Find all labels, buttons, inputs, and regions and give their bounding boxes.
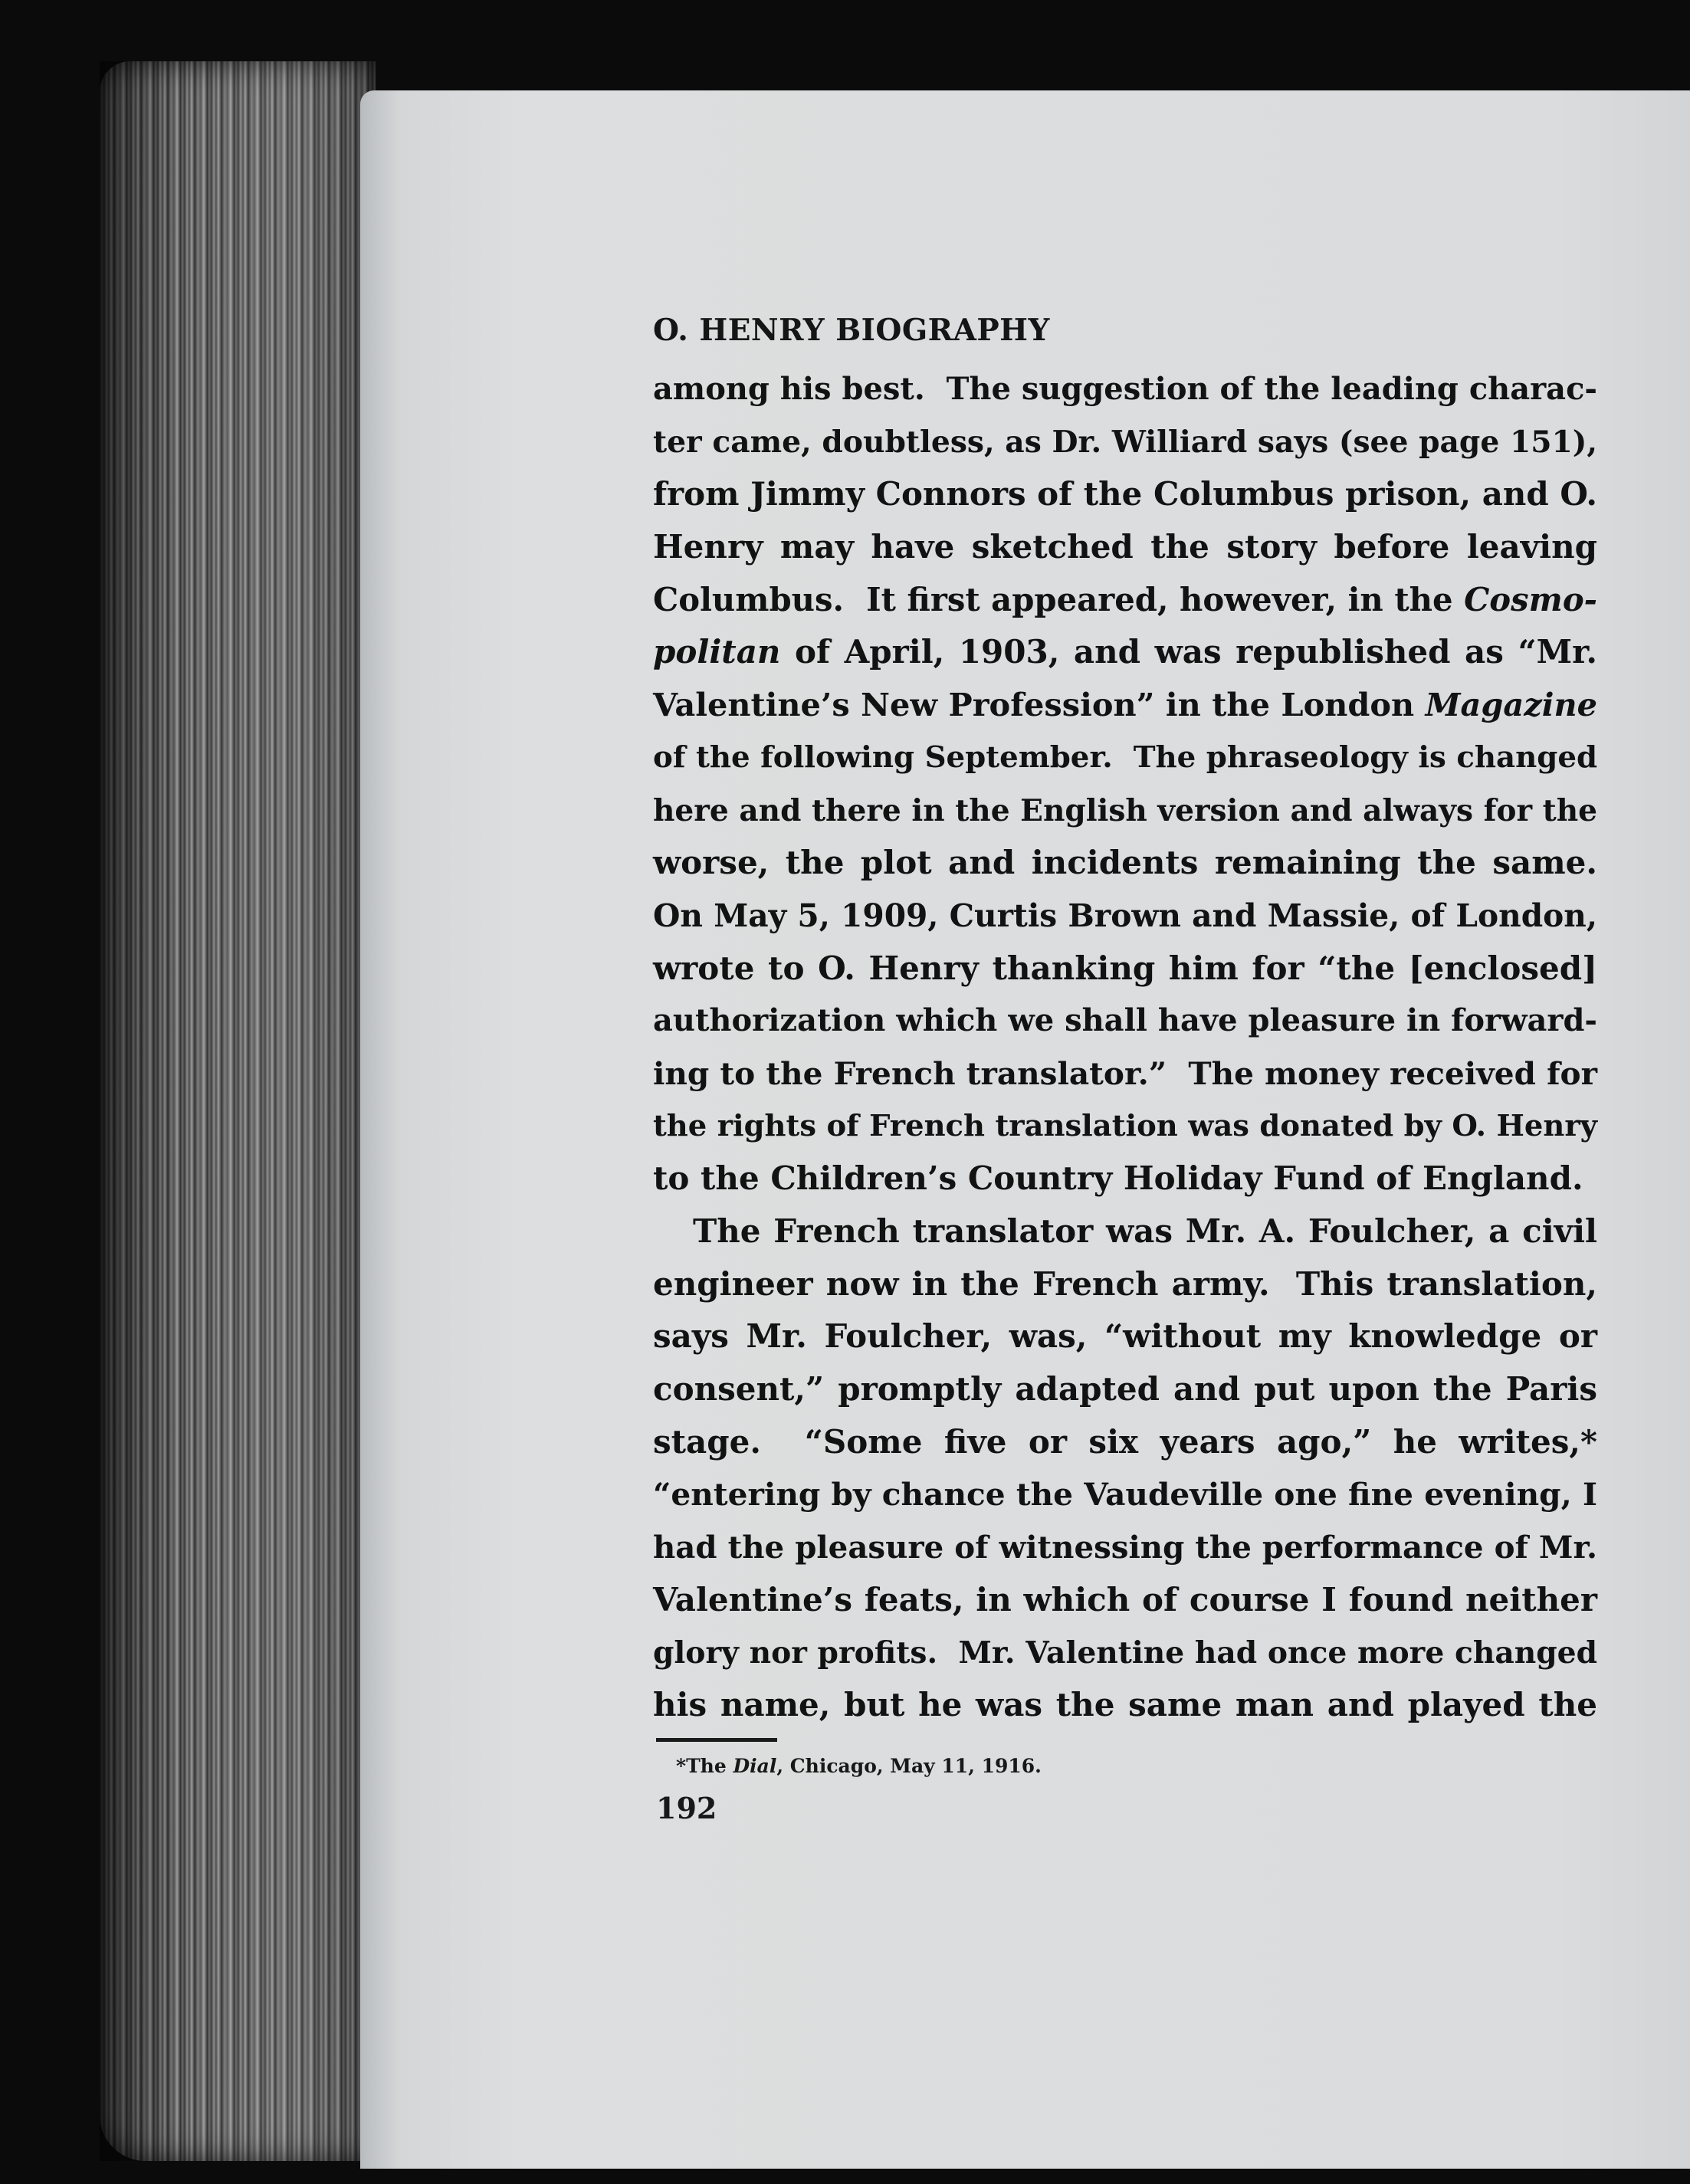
text-line: Henry may have sketched the story before leaving	[653, 528, 1597, 566]
italic-word: Magazine	[1425, 686, 1597, 724]
text-line: here and there in the English version and always for the	[653, 792, 1597, 828]
footnote-rule	[656, 1738, 777, 1742]
running-header: O. HENRY BIOGRAPHY	[653, 313, 1050, 348]
italic-word: Cosmo-	[1464, 580, 1597, 618]
footnote-italic-title: Dial	[733, 1755, 777, 1777]
body-text	[653, 363, 1597, 1732]
text-line: the rights of French translation was donated by O. Henry	[653, 1108, 1597, 1143]
text-line: to the Children’s Country Holiday Fund of England.	[653, 1159, 1583, 1198]
text-line: had the pleasure of witnessing the performance of Mr.	[653, 1529, 1598, 1566]
text-line: wrote to O. Henry thanking him for “the [enclosed]	[653, 949, 1597, 987]
text-line: The French translator was Mr. A. Foulcher, a civil	[693, 1212, 1597, 1250]
footnote: *The Dial, Chicago, May 11, 1916.	[676, 1755, 1042, 1777]
text-line: from Jimmy Connors of the Columbus prison, and O.	[653, 475, 1597, 513]
text-line: Valentine’s feats, in which of course I found neither	[653, 1580, 1597, 1618]
text-line: ing to the French translator.” The money received for	[653, 1054, 1597, 1092]
text-line: his name, but he was the same man and played the	[653, 1686, 1597, 1724]
text-line: engineer now in the French army. This translation,	[653, 1264, 1597, 1303]
text-line: On May 5, 1909, Curtis Brown and Massie, of London,	[653, 897, 1597, 934]
text-line: politan of April, 1903, and was republished as “Mr.	[653, 633, 1597, 671]
text-line: Valentine’s New Profession” in the London Magazine	[653, 686, 1597, 724]
text-line: stage. “Some five or six years ago,” he writes,*	[653, 1422, 1597, 1461]
text-line: “entering by chance the Vaudeville one fine evening, I	[653, 1476, 1597, 1513]
text-line: among his best. The suggestion of the leading charac-	[653, 371, 1597, 407]
book-page-edges	[100, 61, 376, 2161]
text-line: consent,” promptly adapted and put upon the Paris	[653, 1370, 1597, 1408]
text-line: says Mr. Foulcher, was, “without my knowledge or	[653, 1317, 1597, 1356]
text-line: authorization which we shall have pleasure in forward-	[653, 1002, 1597, 1039]
text-line: ter came, doubtless, as Dr. Williard says (see page 151),	[653, 424, 1597, 460]
text-line: of the following September. The phraseology is changed	[653, 739, 1598, 775]
text-line: worse, the plot and incidents remaining the same.	[653, 844, 1597, 882]
page-number: 192	[656, 1791, 717, 1825]
text-line: glory nor profits. Mr. Valentine had once more changed	[653, 1635, 1597, 1671]
text-line: Columbus. It first appeared, however, in the Cosmo-	[653, 580, 1597, 618]
italic-word: politan	[653, 633, 781, 671]
